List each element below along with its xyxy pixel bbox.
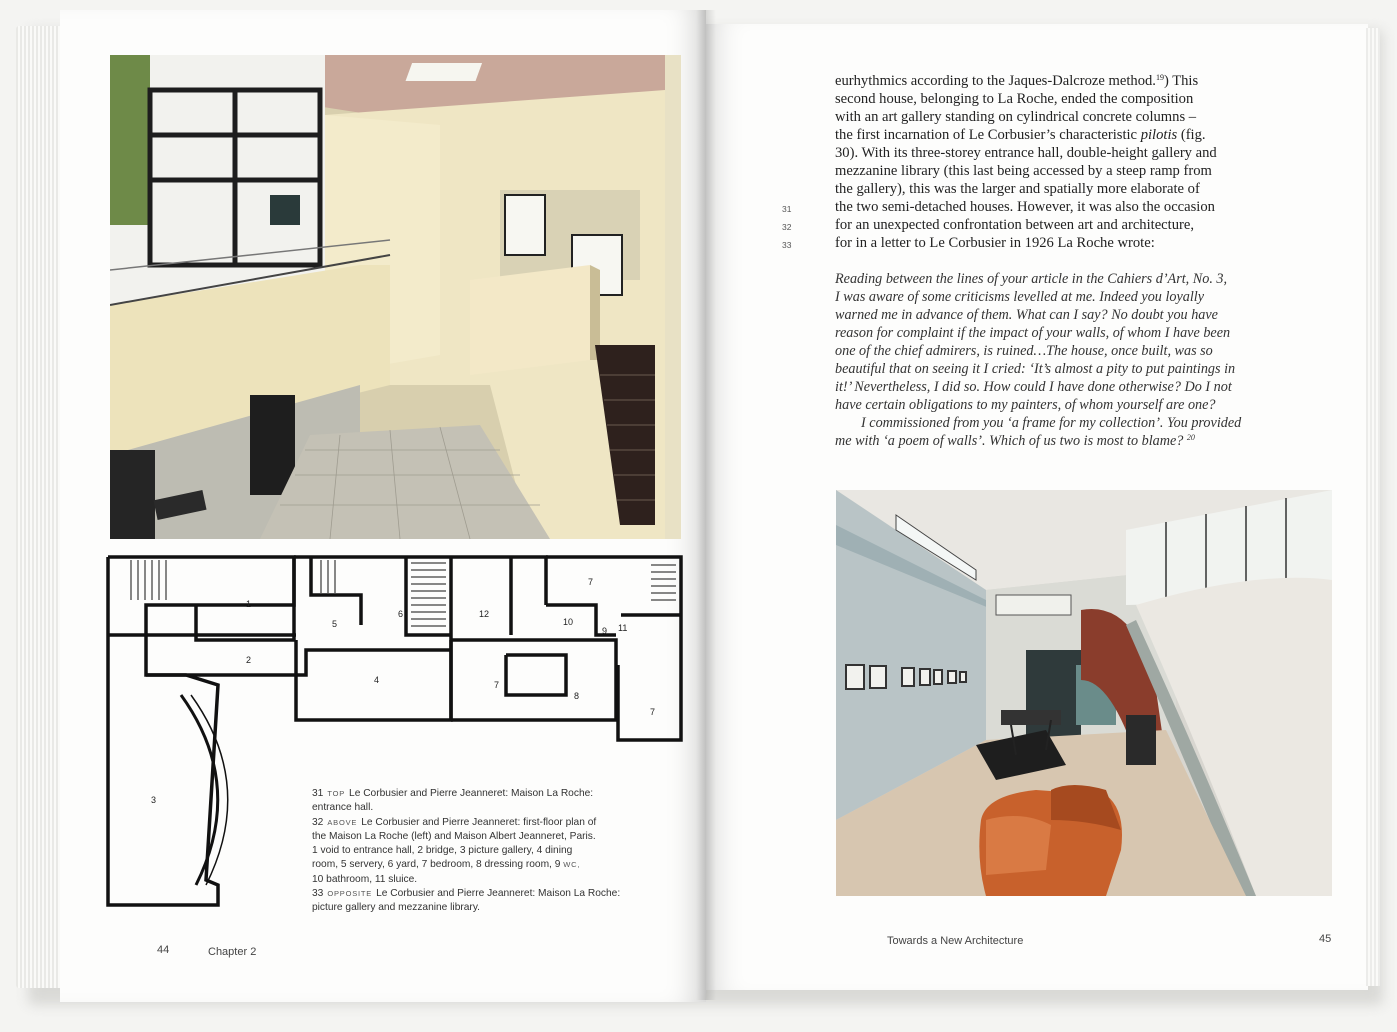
quote-line: have certain obligations to my painters, of whom yourself are one? [835, 397, 1216, 413]
body-line: for in a letter to Le Corbusier in 1926 La Roche wrote: [835, 235, 1155, 251]
caption-text: picture gallery and mezzanine library. [312, 902, 480, 914]
quote-line: it!’ Nevertheless, I did so. How could I have done otherwise? Do I not [835, 379, 1232, 395]
quote-line: me with ‘a poem of walls’. Which of us two is most to blame? $^{20}$ [835, 433, 1195, 449]
body-line: eurhythmics according to the Jaques-Dalcroze method.$^{19}$) This [835, 73, 1199, 89]
caption-tag: TOP [327, 789, 346, 798]
quote-line: I was aware of some criticisms levelled at me. Indeed you loyally [835, 289, 1205, 305]
caption-number: 33 [312, 888, 324, 900]
quote-line: I commissioned from you ‘a frame for my collection’. You provided [861, 415, 1242, 431]
quote-line: beautiful that on seeing it I cried: ‘It’s almost a pity to put paintings in [835, 361, 1236, 377]
book-spine-gutter [696, 10, 716, 1000]
page-edges-right [1366, 28, 1380, 986]
plan-label-5: 5 [332, 619, 338, 629]
caption-text: Le Corbusier and Pierre Jeanneret: Maison La Roche: [376, 888, 621, 900]
figure-captions [312, 787, 668, 916]
body-line: mezzanine library (this last being accessed by a steep ramp from [835, 163, 1212, 179]
caption-number: 32 [312, 816, 324, 828]
caption-tag: ABOVE [327, 817, 358, 827]
plan-label-2: 2 [246, 655, 252, 665]
plan-label-4: 4 [374, 675, 380, 685]
body-paragraph [835, 72, 1285, 252]
quote-line: one of the chief admirers, is ruined…The house, once built, was so [835, 343, 1213, 359]
caption-number: 31 [312, 788, 324, 799]
caption-text: Le Corbusier and Pierre Jeanneret: first-floor plan of [361, 816, 597, 828]
italic-term: pilotis [1140, 127, 1178, 143]
plan-label-3: 3 [151, 795, 157, 805]
quote-line: warned me in advance of them. What can I say? No doubt you have [835, 307, 1218, 323]
body-line: second house, belonging to La Roche, ended the composition [835, 91, 1194, 107]
footnote-ref-19: 19 [1155, 73, 1164, 82]
page-number-left: 44 [157, 944, 170, 956]
plan-label-7b: 7 [494, 680, 500, 690]
margin-number: 32 [782, 222, 792, 232]
caption-text: 10 bathroom, 11 sluice. [312, 873, 418, 885]
body-line: the gallery), this was the larger and spatially more elaborate of [835, 181, 1200, 197]
entrance-hall-photo [110, 55, 681, 539]
picture-gallery-photo [836, 490, 1332, 896]
caption-text: room, 5 servery, 6 yard, 7 bedroom, 8 dressing room, 9 [312, 859, 561, 871]
plan-label-9: 9 [602, 626, 608, 636]
plan-label-1: 1 [246, 599, 252, 609]
quote-line: Reading between the lines of your article in the Cahiers d’Art, No. 3, [835, 271, 1228, 287]
body-line: 30). With its three-storey entrance hall, double-height gallery and [835, 145, 1217, 161]
block-quote [835, 270, 1285, 450]
caption-33 [312, 887, 668, 916]
plan-label-12: 12 [479, 609, 490, 619]
margin-number: 31 [782, 204, 792, 214]
running-head-left: Chapter 2 [208, 946, 257, 958]
caption-text: the Maison La Roche (left) and Maison Albert Jeanneret, Paris. [312, 830, 596, 842]
caption-text: entrance hall. [312, 802, 374, 814]
caption-tag: OPPOSITE [327, 889, 373, 899]
caption-tag: WC, [563, 860, 581, 870]
caption-31 [312, 787, 668, 816]
plan-label-11: 11 [618, 623, 628, 633]
quote-line: reason for complaint if the impact of your walls, of whom I have been [835, 325, 1231, 341]
body-line: for an unexpected confrontation between art and architecture, [835, 217, 1194, 233]
body-line: the two semi-detached houses. However, it was also the occasion [835, 199, 1215, 215]
margin-number: 33 [782, 240, 792, 250]
plan-label-7c: 7 [650, 707, 656, 717]
plan-label-10: 10 [563, 617, 574, 627]
running-head-right: Towards a New Architecture [887, 935, 1024, 947]
plan-label-8: 8 [574, 691, 580, 701]
plan-label-7a: 7 [588, 577, 594, 587]
footnote-ref-20: 20 [1186, 433, 1195, 442]
caption-32 [312, 816, 668, 887]
body-line: with an art gallery standing on cylindrical concrete columns – [835, 109, 1197, 125]
plan-label-6: 6 [398, 609, 404, 619]
caption-text: Le Corbusier and Pierre Jeanneret: Maison La Roche: [349, 788, 594, 799]
caption-text: 1 void to entrance hall, 2 bridge, 3 picture gallery, 4 dining [312, 845, 573, 857]
page-number-right: 45 [1319, 933, 1332, 945]
margin-figure-numbers [782, 200, 802, 254]
body-line: the first incarnation of Le Corbusier’s characteristic pilotis (fig. [835, 127, 1206, 143]
